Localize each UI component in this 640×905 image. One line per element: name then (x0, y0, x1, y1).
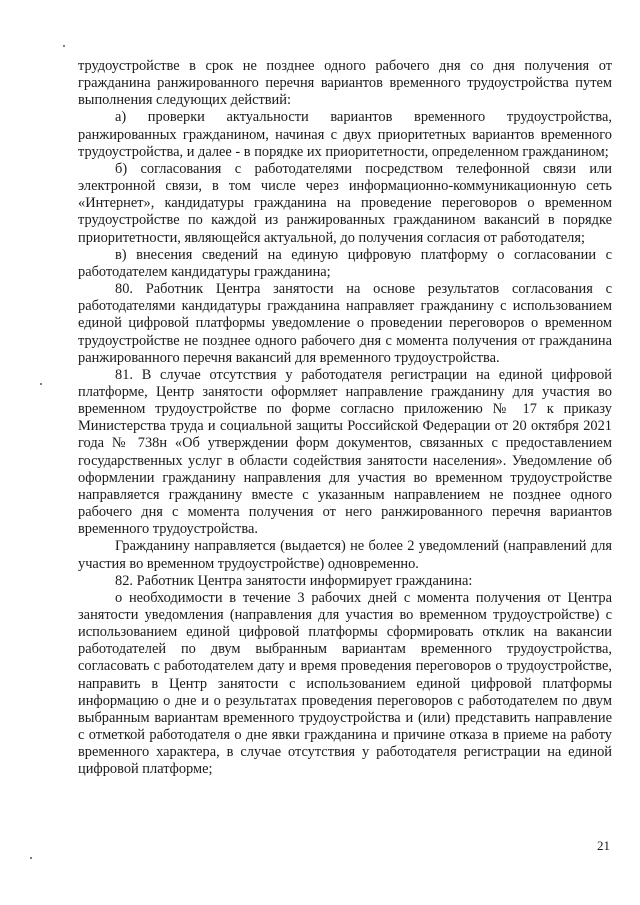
scan-speck (30, 857, 32, 859)
scan-speck (40, 383, 42, 385)
document-body (78, 58, 612, 779)
paragraph-item-a: а) проверки актуальности вариантов временного трудоустройства, ранжированных гражданином, начиная с двух приоритетных вариантов временного трудоустройства, и далее - в порядке их приоритетности, определенном гражданином; (78, 109, 612, 160)
page-number: 21 (597, 838, 610, 853)
paragraph-item-v: в) внесения сведений на единую цифровую платформу о согласовании с работодателем кандидатуры гражданина; (78, 246, 612, 280)
paragraph-item-b: б) согласования с работодателями посредством телефонной связи или электронной связи, в том числе через информационно-коммуникационную сеть «Интернет», кандидатуры гражданина на проведение переговоров о временном трудоустройстве по каждой из ранжированных гражданином вакансий в порядке приоритетности, являющейся актуальной, до получения согласия от работодателя; (78, 160, 612, 246)
paragraph-82: 82. Работник Центра занятости информирует гражданина: (115, 572, 473, 589)
paragraph-notice-limit: Гражданину направляется (выдается) не более 2 уведомлений (направлений для участия во временном трудоустройстве) одновременно. (78, 538, 612, 572)
scan-speck (63, 45, 65, 47)
paragraph-81: 81. В случае отсутствия у работодателя регистрации на единой цифровой платформе, Центр занятости оформляет направление гражданину для участия во временном трудоустройстве по форме согласно приложению № 17 к приказу Министерства труда и социальной защиты Российской Федерации от 20 октября 2021 года № 738н «Об утверждении форм документов, связанных с предоставлением государственных услуг в области содействия занятости населения». Уведомление об оформлении гражданину направления для участия во временном трудоустройстве направляется гражданину вместе с указанным направлением не позднее одного рабочего дня с момента получения от него ранжированного перечня вариантов временного трудоустройства. (78, 366, 612, 538)
paragraph-82-detail: о необходимости в течение 3 рабочих дней с момента получения от Центра занятости уведомления (направления для участия во временном трудоустройстве) с использованием единой цифровой платформы сформировать отклик на вакансии работодателей по двум выбранным вариантам временного трудоустройства, согласовать с работодателем дату и время проведения переговоров о трудоустройстве, направить в Центр занятости с использованием единой цифровой платформы информацию о дне и о результатах проведения переговоров с работодателем по двум выбранным вариантам временного трудоустройства и (или) представить направление с отметкой работодателя о дне явки гражданина и причине отказа в приеме на работу временного характера, в случае отсутствия у работодателя регистрации на единой цифровой платформе; (78, 589, 612, 778)
paragraph-continuation: трудоустройстве в срок не позднее одного рабочего дня со дня получения от гражданина ранжированного перечня вариантов временного трудоустройства путем выполнения следующих действий: (78, 58, 612, 109)
paragraph-80: 80. Работник Центра занятости на основе результатов согласования с работодателями кандидатуры гражданина направляет гражданину с использованием единой цифровой платформы уведомление о проведении переговоров о временном трудоустройстве не позднее одного рабочего дня с момента получения от гражданина ранжированного перечня вакансий для временного трудоустройства. (78, 281, 612, 366)
